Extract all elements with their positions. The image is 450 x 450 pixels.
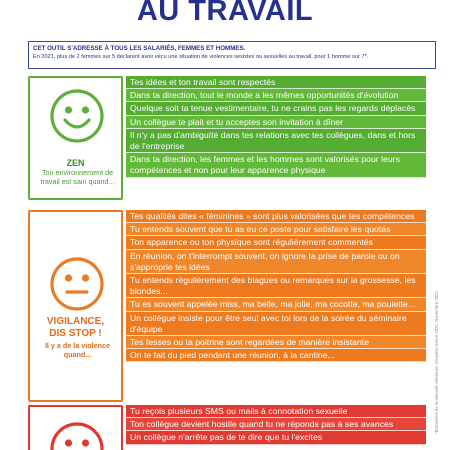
intro-heading: CET OUTIL S'ADRESSE À TOUS LES SALARIÉS, FEMMES ET HOMMES. — [33, 45, 246, 52]
sad-face-icon — [49, 421, 105, 450]
vigilance-item: Ton apparence ou ton physique sont régulièrement commentés — [126, 236, 426, 249]
vigilance-title-line1: VIGILANCE, — [46, 316, 105, 327]
zen-list — [126, 76, 426, 178]
zen-item: Dans ta direction, les femmes et les hommes sont valorisés pour leurs compétences et non pour leur apparence physique — [126, 153, 426, 177]
smiling-face-icon — [49, 88, 105, 144]
zen-card — [28, 76, 123, 200]
vigilance-subtitle: Il y a de la violence quand... — [44, 341, 111, 359]
zen-item: Quelque soit ta tenue vestimentaire, tu ne crains pas les regards déplacés — [126, 102, 426, 115]
zen-section — [28, 76, 426, 200]
vigilance-title-line2: DIS STOP ! — [49, 328, 102, 339]
vigilance-item: Tes fesses ou ta poitrine sont regardées de manière insistante — [126, 336, 426, 349]
neutral-face-icon — [49, 256, 105, 312]
vigilance-item: En réunion, on t'interrompt souvent, on ignore ta prise de parole ou on s'approprie tes idées — [126, 250, 426, 274]
zen-subtitle: Ton environnement de travail est sain quand... — [40, 168, 115, 186]
vigilance-item: Tu es souvent appelée miss, ma belle, ma jolie, ma cocotte, ma poulette... — [126, 298, 426, 311]
stop-card — [28, 405, 123, 450]
stop-item: Tu reçois plusieurs SMS ou mails à connotation sexuelle — [126, 405, 426, 418]
page-title: AU TRAVAIL — [136, 0, 314, 27]
zen-item: Il n'y a pas d'ambiguïté dans tes relations avec tes collègues, dans et hors de l'entreprise — [126, 129, 426, 153]
stop-section — [28, 405, 426, 450]
vigilance-title — [30, 316, 121, 340]
vigilance-item: Tu entends régulièrement des blagues ou remarques sur la grossesse, les blondes... — [126, 274, 426, 298]
vigilance-section — [28, 210, 426, 402]
zen-item: Tes idées et ton travail sont respectés — [126, 76, 426, 89]
stop-list — [126, 405, 426, 445]
stop-item: Ton collègue devient hostile quand tu ne réponds pas à ses avances — [126, 418, 426, 431]
zen-item: Un collègue te plait et tu acceptes son invitation à dîner — [126, 116, 426, 129]
stop-item: Un collègue n'arrête pas de te dire que tu l'excites — [126, 431, 426, 444]
zen-title: ZEN — [66, 158, 85, 168]
vigilance-list — [126, 210, 426, 362]
intro-box — [28, 41, 436, 69]
intro-statistic: En 2021, plus de 2 femmes sur 5 déclarent avoir vécu une situation de violences sexistes ou sexuelles au travail, pour 1 homme sur 7*. — [33, 54, 369, 60]
vigilance-item: Tes qualités dites « féminines » sont plus valorisées que tes compétences — [126, 210, 426, 223]
vigilance-card — [28, 210, 123, 402]
vigilance-item: Tu entends souvent que tu as eu ce poste pour satisfaire les quotas — [126, 223, 426, 236]
zen-item: Dans ta direction, tout le monde a les mêmes opportunités d'évolution — [126, 89, 426, 102]
vigilance-item: On te fait du pied pendant une réunion, à la cantine... — [126, 349, 426, 362]
side-footnote: *Baromètre de la sécurité intérieure. Enquête Genre 2021. Novembre 2022 — [434, 291, 439, 434]
vigilance-item: Un collègue insiste pour être seul avec toi lors de la soirée du séminaire d'équipe — [126, 312, 426, 336]
